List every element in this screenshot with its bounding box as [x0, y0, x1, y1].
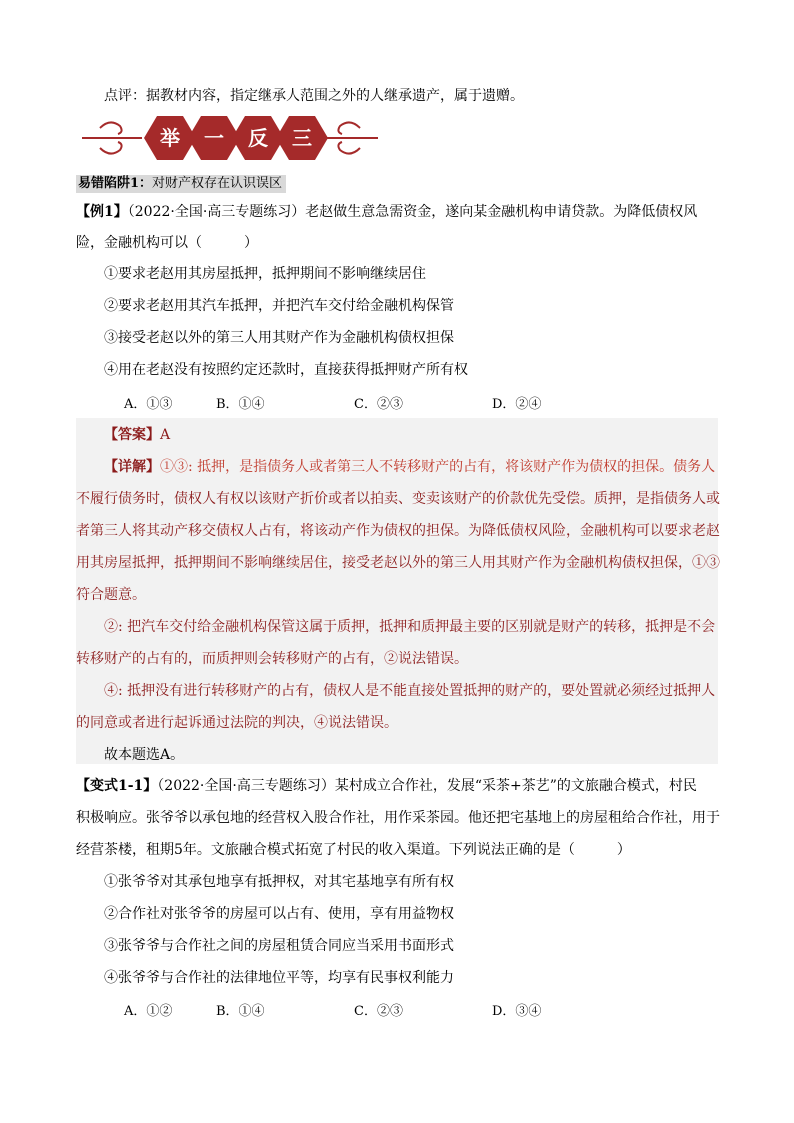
example-option-d: D．②④ — [492, 397, 542, 412]
banner-char-2: 一 — [204, 126, 224, 150]
example-option-a: A．①③ — [124, 397, 173, 412]
trap-label: 易错陷阱1： — [78, 176, 153, 191]
answer-label: 【答案】 — [104, 427, 160, 443]
detail-d1-0: ①③: 抵押，是指债务人或者第三人不转移财产的占有，将该财产作为债权的担保。债务人 — [160, 459, 716, 475]
right-swirl-decoration — [320, 122, 378, 153]
section-banner — [80, 108, 380, 168]
detail-d3-1: 的同意或者进行起诉通过法院的判决，④说法错误。 — [76, 715, 398, 731]
variant-option-c: C．②③ — [354, 1004, 403, 1019]
detail-d1-2: 者第三人将其动产移交债权人占有，将该动产作为债权的担保。为降低债权风险，金融机构可以要求老赵 — [76, 523, 720, 539]
detail-d2-1: 转移财产的占有的，而质押则会转移财产的占有，②说法错误。 — [76, 651, 468, 667]
example-tag: 【例1】 — [76, 204, 128, 220]
detail-d2-0: ②: 把汽车交付给金融机构保管这属于质押，抵押和质押最主要的区别就是财产的转移，抵押是不会 — [104, 619, 716, 635]
variant-tag: 【变式1-1】 — [76, 778, 158, 794]
answer-conclusion: 故本题选A。 — [104, 747, 185, 763]
example-item-2: ②要求老赵用其汽车抵押，并把汽车交付给金融机构保管 — [104, 298, 454, 314]
variant-item-1: ①张爷爷对其承包地享有抵押权，对其宅基地享有所有权 — [104, 874, 454, 890]
answer-value: A — [160, 427, 171, 443]
variant-question-3: 经营茶楼，租期5年。文旅融合模式拓宽了村民的收入渠道。下列说法正确的是（ ） — [76, 842, 631, 858]
example-item-4: ④用在老赵没有按照约定还款时，直接获得抵押财产所有权 — [104, 362, 468, 378]
detail-d1-1: 不履行债务时，债权人有权以该财产折价或者以拍卖、变卖该财产的价款优先受偿。质押，是指债务人或 — [76, 491, 720, 507]
left-swirl-decoration — [82, 122, 142, 153]
variant-option-b: B．①④ — [216, 1004, 265, 1019]
example-question-1: （2022·全国·高三专题练习）老赵做生意急需资金，遂向某金融机构申请贷款。为降低债权风 — [127, 204, 698, 220]
variant-item-2: ②合作社对张爷爷的房屋可以占有、使用，享有用益物权 — [104, 906, 454, 922]
variant-question-2: 积极响应。张爷爷以承包地的经营权入股合作社，用作采茶园。他还把宅基地上的房屋租给合作社，用于 — [76, 810, 720, 826]
banner-char-1: 举 — [160, 126, 180, 150]
variant-line-1 — [76, 776, 697, 796]
trap-text: 对财产权存在认识误区 — [152, 176, 283, 191]
detail-d1-3: 用其房屋抵押，抵押期间不影响继续居住，接受老赵以外的第三人用其财产作为金融机构债权担保，①③ — [76, 555, 720, 571]
example-item-1: ①要求老赵用其房屋抵押，抵押期间不影响继续居住 — [104, 266, 426, 282]
variant-item-4: ④张爷爷与合作社的法律地位平等，均享有民事权利能力 — [104, 970, 454, 986]
detail-d3-0: ④: 抵押没有进行转移财产的占有，债权人是不能直接处置抵押的财产的，要处置就必须经过抵押人 — [104, 683, 716, 699]
example-option-b: B．①④ — [216, 397, 265, 412]
detail-d1-4: 符合题意。 — [76, 587, 146, 603]
detail-label: 【详解】 — [104, 459, 160, 475]
comment-line: 点评：据教材内容，指定继承人范围之外的人继承遗产，属于遗赠。 — [104, 88, 524, 104]
banner-char-4: 三 — [292, 126, 312, 150]
answer-line — [104, 425, 170, 445]
example-question-2: 险，金融机构可以（ ） — [76, 235, 258, 251]
example-option-c: C．②③ — [354, 397, 403, 412]
detail-line-1 — [104, 457, 715, 477]
example-item-3: ③接受老赵以外的第三人用其财产作为金融机构债权担保 — [104, 330, 454, 346]
variant-question-1: （2022·全国·高三专题练习）某村成立合作社，发展“采茶+茶艺”的文旅融合模式，村民 — [157, 778, 697, 794]
trap-heading — [78, 176, 282, 192]
variant-item-3: ③张爷爷与合作社之间的房屋租赁合同应当采用书面形式 — [104, 938, 454, 954]
example-line-1 — [76, 202, 697, 222]
banner-char-3: 反 — [248, 126, 268, 150]
variant-option-a: A．①② — [124, 1004, 173, 1019]
variant-option-d: D．③④ — [492, 1004, 542, 1019]
